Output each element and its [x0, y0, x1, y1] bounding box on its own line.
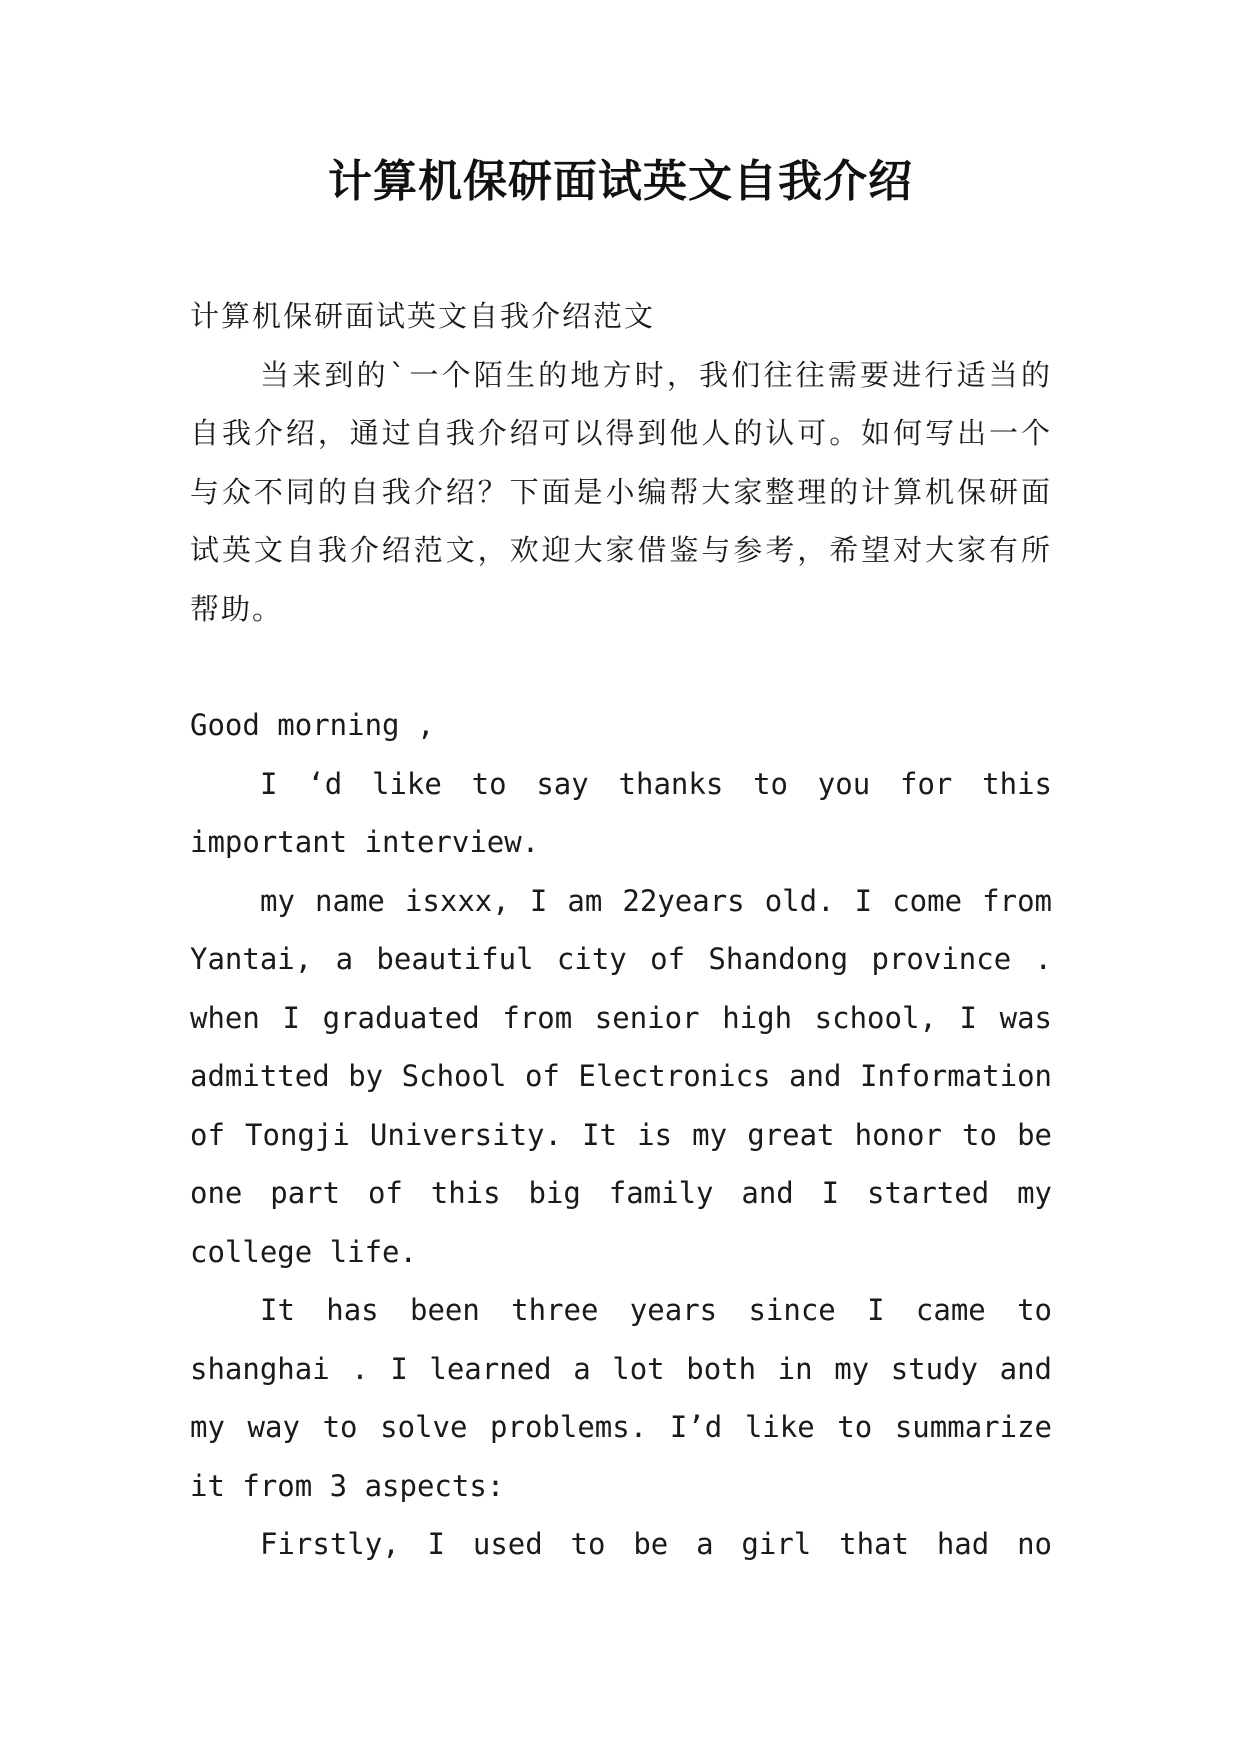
greeting-line: Good morning ,: [190, 708, 435, 742]
document-subtitle: 计算机保研面试英文自我介绍范文: [190, 299, 656, 333]
body-paragraph-2: my name isxxx, I am 22years old. I come from Yantai, a beautiful city of Shandong province . when I graduated from senior high school, I was admitted by School of Electronics and Information of Tongji University. It is my great honor to be one part of this big family and I started my college life.: [190, 883, 1052, 1269]
body-paragraph-4: Firstly, I used to be a girl that had no: [260, 1527, 1052, 1561]
body-paragraph-1: I ‘d like to say thanks to you for this important interview.: [190, 766, 1052, 859]
intro-paragraph: 当来到的`一个陌生的地方时，我们往往需要进行适当的自我介绍，通过自我介绍可以得到他人的认可。如何写出一个与众不同的自我介绍？下面是小编帮大家整理的计算机保研面试英文自我介绍范文，欢迎大家借鉴与参考，希望对大家有所帮助。: [190, 357, 1052, 626]
document-body: [190, 287, 1052, 1574]
document-title: 计算机保研面试英文自我介绍: [328, 156, 913, 207]
body-paragraph-3: It has been three years since I came to shanghai . I learned a lot both in my study and my way to solve problems. I’d like to summarize it from 3 aspects:: [190, 1293, 1052, 1503]
paragraph-spacer: [190, 638, 1052, 696]
